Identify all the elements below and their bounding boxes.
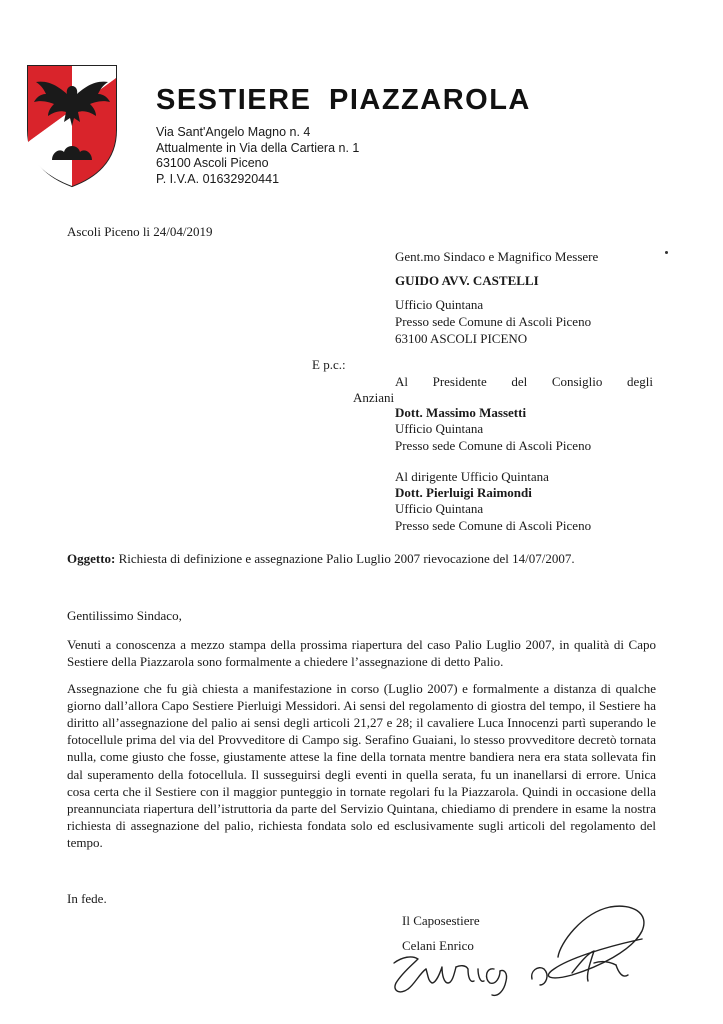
address-line: 63100 Ascoli Piceno <box>156 156 269 170</box>
cc-address-line: Presso sede Comune di Ascoli Piceno <box>395 438 592 453</box>
cc-second-address <box>395 500 591 534</box>
cc-word: Consiglio <box>551 374 603 389</box>
subject-line <box>67 551 575 567</box>
recipient-address-line: 63100 ASCOLI PICENO <box>395 331 528 346</box>
vat-number: P. I.V.A. 01632920441 <box>156 171 280 186</box>
body-paragraph: Venuti a conoscenza a mezzo stampa della prossima riapertura del caso Palio Luglio 2007, in qualità di Capo Sestiere della Piazzarola sono formalmente a chiedere l’assegnazione di detto Palio. <box>67 637 656 670</box>
cc-address-line: Ufficio Quintana <box>395 501 484 516</box>
cc-address-line: Ufficio Quintana <box>395 421 484 436</box>
recipient-address-line: Presso sede Comune di Ascoli Piceno <box>395 314 592 329</box>
subject-label: Oggetto: <box>67 551 116 566</box>
cc-first-intro <box>395 374 653 390</box>
greeting: Gentilissimo Sindaco, <box>67 608 182 623</box>
sestiere-crest-logo <box>26 64 118 188</box>
recipient-address-line: Ufficio Quintana <box>395 297 484 312</box>
signer-name: Celani Enrico <box>402 938 474 953</box>
subject-text: Richiesta di definizione e assegnazione Palio Luglio 2007 rievocazione del 14/07/2007. <box>115 551 575 566</box>
organization-name: SESTIERE PIAZZAROLA <box>156 84 531 116</box>
signer-title: Il Caposestiere <box>402 913 480 928</box>
address-line: Attualmente in Via della Cartiera n. 1 <box>156 140 360 155</box>
cc-word: Presidente <box>432 374 487 389</box>
cc-first-intro-cont: Anziani <box>353 390 395 405</box>
address-line: Via Sant'Angelo Magno n. 4 <box>156 125 311 139</box>
closing: In fede. <box>67 891 107 906</box>
letterhead-address <box>156 125 359 187</box>
cc-second-intro: Al dirigente Ufficio Quintana <box>395 469 549 484</box>
recipient-salutation: Gent.mo Sindaco e Magnifico Messere <box>395 249 599 264</box>
recipient-name: GUIDO AVV. CASTELLI <box>395 273 539 288</box>
cc-word: del <box>511 374 528 389</box>
letter-body <box>67 607 656 861</box>
cc-second-name: Dott. Pierluigi Raimondi <box>395 485 532 500</box>
stray-mark <box>665 251 668 254</box>
cc-word: degli <box>627 374 653 389</box>
handwritten-signature <box>382 903 682 1003</box>
cc-first-address <box>395 420 591 454</box>
cc-label: E p.c.: <box>312 357 346 372</box>
place-and-date: Ascoli Piceno li 24/04/2019 <box>67 224 213 239</box>
cc-word: Al <box>395 374 408 389</box>
body-paragraph: Assegnazione che fu già chiesta a manifestazione in corso (Luglio 2007) e formalmente a distanza di qualche giorno dall’allora Capo Sestiere Pierluigi Messidori. Ai sensi del regolamento di giostra del tempo, il Sestiere ha diritto all’assegnazione del palio ai sensi degli articoli 21,27 e 28; il cavaliere Luca Innocenzi partì superando le fotocellule prima del via del Provveditore di Campo sig. Serafino Guaiani, lo stesso provveditore decretò tornata nulla, come giusto che fosse, giustamente attese la fine della tornata mentre bandiera nera era stata sollevata fin dal superamento della fotocellula. Il susseguirsi degli eventi in quella serata, fu un inanellarsi di errore. Unica cosa certa che il Sestiere con il maggior punteggio in tornate regolari fu la Piazzarola. Quindi in occasione della preannunciata riapertura dell’istruttoria da parte del Servizio Quintana, chiediamo di prendere in esame la nostra richiesta di assegnazione del palio, richiesta fondata solo ed esclusivamente sugli articoli del regolamento del tempo. <box>67 680 656 851</box>
cc-first-name: Dott. Massimo Massetti <box>395 405 527 420</box>
cc-address-line: Presso sede Comune di Ascoli Piceno <box>395 518 592 533</box>
recipient-address <box>395 296 591 347</box>
